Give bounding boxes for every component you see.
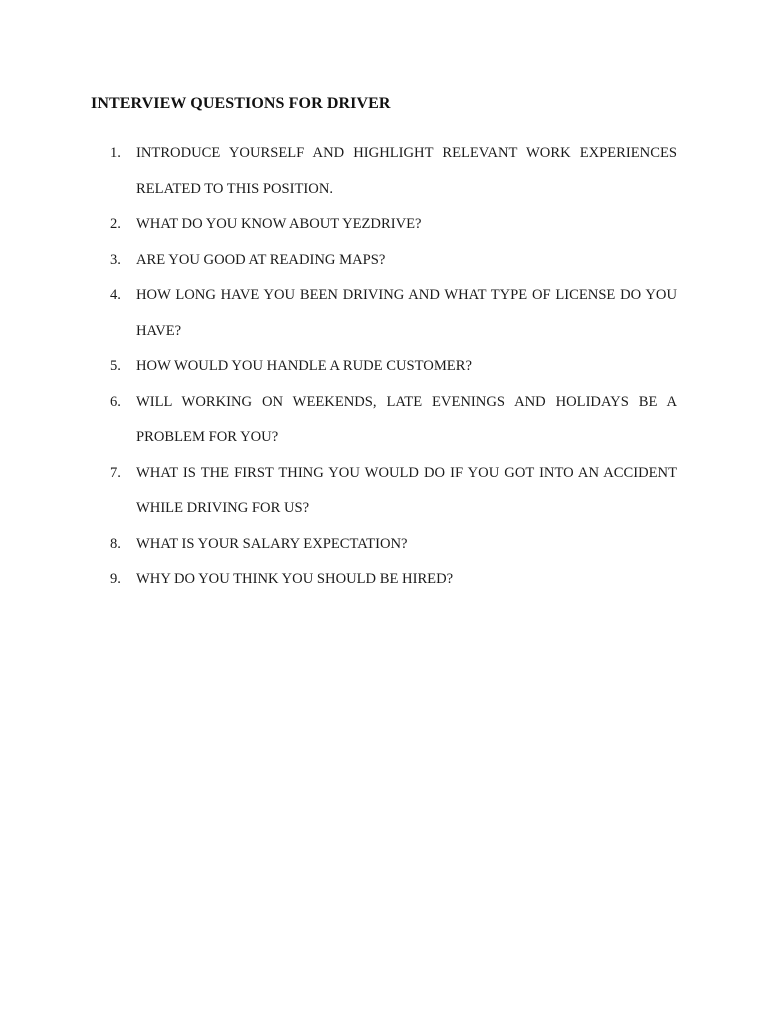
question-number: 1. (110, 145, 121, 161)
question-text: INTRODUCE YOURSELF AND HIGHLIGHT RELEVANT WORK EXPERIENCES RELATED TO THIS POSITION. (136, 145, 677, 197)
question-text: WHAT IS YOUR SALARY EXPECTATION? (136, 535, 408, 552)
question-list (104, 136, 677, 598)
question-item (104, 456, 677, 527)
question-item (104, 207, 677, 243)
question-item (104, 562, 677, 598)
question-number: 2. (110, 216, 121, 232)
question-item (104, 385, 677, 456)
question-text: WHY DO YOU THINK YOU SHOULD BE HIRED? (136, 571, 454, 587)
question-item (104, 243, 677, 279)
question-text: WHAT IS THE FIRST THING YOU WOULD DO IF YOU GOT INTO AN ACCIDENT WHILE DRIVING FOR US? (136, 464, 677, 516)
question-item (104, 136, 677, 207)
question-number: 5. (110, 358, 121, 374)
question-text: HOW WOULD YOU HANDLE A RUDE CUSTOMER? (136, 358, 472, 374)
question-item (104, 278, 677, 349)
question-item (104, 527, 677, 563)
question-text: WHAT DO YOU KNOW ABOUT YEZDRIVE? (136, 216, 422, 232)
question-number: 6. (110, 393, 121, 410)
question-number: 8. (110, 535, 121, 552)
question-number: 4. (110, 287, 121, 303)
question-number: 7. (110, 464, 121, 481)
question-number: 9. (110, 571, 121, 587)
question-text: ARE YOU GOOD AT READING MAPS? (136, 251, 386, 268)
document-title: INTERVIEW QUESTIONS FOR DRIVER (91, 95, 391, 112)
question-item (104, 349, 677, 385)
question-text: HOW LONG HAVE YOU BEEN DRIVING AND WHAT TYPE OF LICENSE DO YOU HAVE? (136, 287, 677, 339)
question-number: 3. (110, 251, 121, 268)
question-text: WILL WORKING ON WEEKENDS, LATE EVENINGS AND HOLIDAYS BE A PROBLEM FOR YOU? (136, 393, 677, 445)
